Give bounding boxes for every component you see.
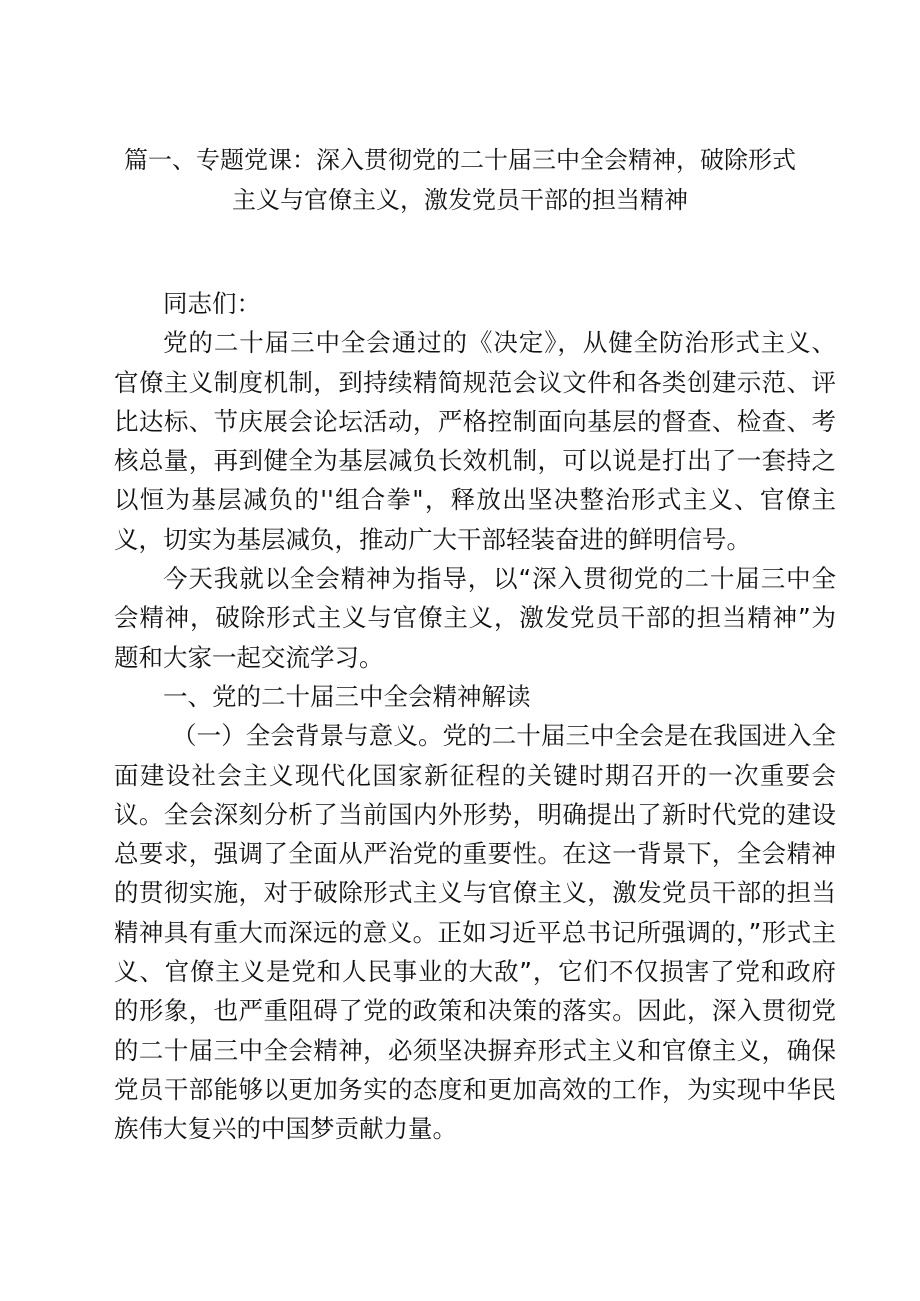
subsection-paragraph: （一）全会背景与意义。党的二十届三中全会是在我国进入全面建设社会主义现代化国家新征程的关键时期召开的一次重要会议。全会深刻分析了当前国内外形势，明确提出了新时代党的建设总要求，强调了全面从严治党的重要性。在这一背景下，全会精神的贯彻实施，对于破除形式主义与官僚主义，激发党员干部的担当精神具有重大而深远的意义。正如习近平总书记所强调的，”形式主义、官僚主义是党和人民事业的大敌”，它们不仅损害了党和政府的形象，也严重阻碍了党的政策和决策的落实。因此，深入贯彻党的二十届三中全会精神，必须坚决摒弃形式主义和官僚主义，确保党员干部能够以更加务实的态度和更加高效的工作，为实现中华民族伟大复兴的中国梦贡献力量。	[114, 721, 836, 1144]
document-title-line-2: 主义与官僚主义，激发党员干部的担当精神	[232, 186, 688, 214]
document-body	[114, 284, 836, 1149]
paragraph-topic: 今天我就以全会精神为指导，以“深入贯彻党的二十届三中全会精神，破除形式主义与官僚主义，激发党员干部的担当精神”为题和大家一起交流学习。	[114, 564, 836, 672]
document-title-line-1: 篇一、专题党课：深入贯彻党的二十届三中全会精神，破除形式	[124, 146, 796, 174]
greeting: 同志们：	[163, 289, 261, 318]
paragraph-intro: 党的二十届三中全会通过的《决定》，从健全防治形式主义、官僚主义制度机制，到持续精简规范会议文件和各类创建示范、评比达标、节庆展会论坛活动，严格控制面向基层的督查、检查、考核总量，再到健全为基层减负长效机制，可以说是打出了一套持之以恒为基层减负的''组合拳"，释放出坚决整治形式主义、官僚主义，切实为基层减负，推动广大干部轻装奋进的鲜明信号。	[114, 328, 836, 554]
section-heading: 一、党的二十届三中全会精神解读	[163, 681, 531, 711]
